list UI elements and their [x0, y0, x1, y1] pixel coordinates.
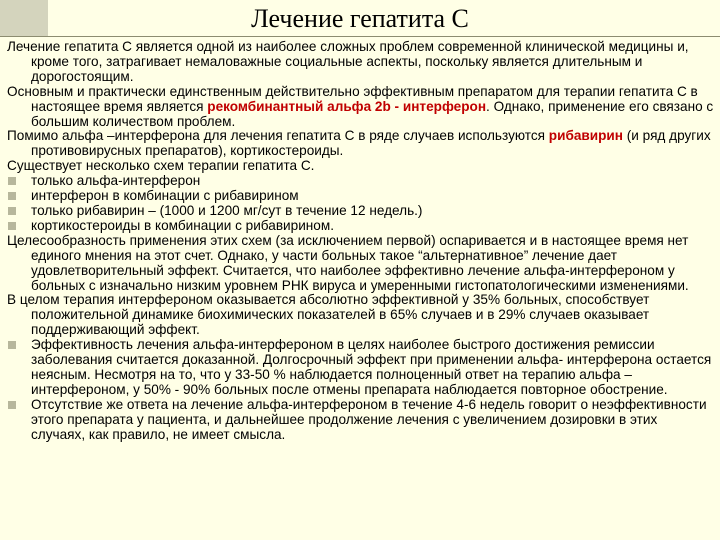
bullet-square-icon	[8, 177, 16, 185]
slide-body	[7, 40, 715, 442]
scheme-item	[7, 219, 715, 234]
scheme-item	[7, 204, 715, 219]
ribavirin-highlight: рибавирин	[548, 128, 623, 144]
intro-paragraph: Лечение гепатита С является одной из наиболее сложных проблем современной клинической медицины и, кроме того, затрагивает немаловажные социальные аспекты, поскольку является длительным и дорогостоящим.	[7, 39, 689, 84]
main-drug-paragraph	[7, 85, 715, 130]
bullet-square-icon	[8, 222, 16, 230]
other-drugs-text-end: (и ряд других противовирусных препаратов), кортикостероиды.	[31, 128, 711, 159]
scheme-item-label: только альфа-интерферон	[31, 173, 201, 189]
effectiveness-item-text: Эффективность лечения альфа-интерфероном в целях наиболее быстрого достижения ремиссии заболевания считается доказанной. Долгосрочный эффект при применении альфа- интерферона остается неясным. Несмотря на то, что у 33-50 % наблюдается полноценный ответ на терапию альфа – интерфероном, у 50% - 90% больных после отмены препарата наблюдается повторное обострение.	[31, 337, 712, 397]
other-drugs-paragraph	[7, 129, 715, 159]
bullet-square-icon	[8, 192, 16, 200]
effectiveness-item	[7, 338, 715, 398]
efficacy-stats-paragraph: В целом терапия интерфероном оказывается абсолютно эффективной у 35% больных, способствует положительной динамике биохимических показателей в 65% случаев и в 29% случаев оказывает поддерживающий эффект.	[7, 292, 650, 338]
scheme-item-label: интерферон в комбинации с рибавирином	[31, 188, 299, 204]
no-response-item-text: Отсутствие же ответа на лечение альфа-интерфероном в течение 4-6 недель говорит о неэффективности этого препарата у пациента, и дальнейшее продолжение лечения с увеличением дозировки в этих случаях, как правило, не имеет смысла.	[31, 396, 707, 442]
slide-title: Лечение гепатита С	[251, 4, 469, 33]
scheme-item	[7, 174, 715, 189]
main-drug-text-end: . Однако, применение его связано с большим количеством проблем.	[31, 98, 714, 129]
scheme-item	[7, 189, 715, 204]
bullet-square-icon	[8, 207, 16, 215]
scheme-item-label: кортикостероиды в комбинации с рибавирином.	[31, 217, 334, 233]
bullet-square-icon	[8, 401, 16, 409]
interferon-highlight: рекомбинантный альфа 2b - интерферон	[207, 98, 487, 114]
scheme-item-label: только рибавирин – (1000 и 1200 мг/сут в течение 12 недель.)	[31, 202, 423, 218]
main-drug-text-start: Основным и практически единственным действительно эффективным препаратом для терапии гепатита С в настоящее время является	[7, 83, 698, 114]
bullet-square-icon	[8, 341, 16, 349]
no-response-item	[7, 398, 715, 443]
title-divider	[0, 36, 720, 37]
schemes-heading: Существует несколько схем терапии гепатита С.	[7, 158, 315, 174]
other-drugs-text-start: Помимо альфа –интерферона для лечения гепатита С в ряде случаев используются	[7, 128, 549, 144]
expediency-paragraph: Целесообразность применения этих схем (за исключением первой) оспаривается и в настоящее время нет единого мнения на этот счет. Однако, у части больных такое “альтернативное” лечение дает удовлетворительный эффект. Считается, что наиболее эффективно лечение альфа-интерфероном у больных с изначально низким уровнем РНК вируса и умеренными гистопатологическими изменениями.	[7, 232, 689, 293]
